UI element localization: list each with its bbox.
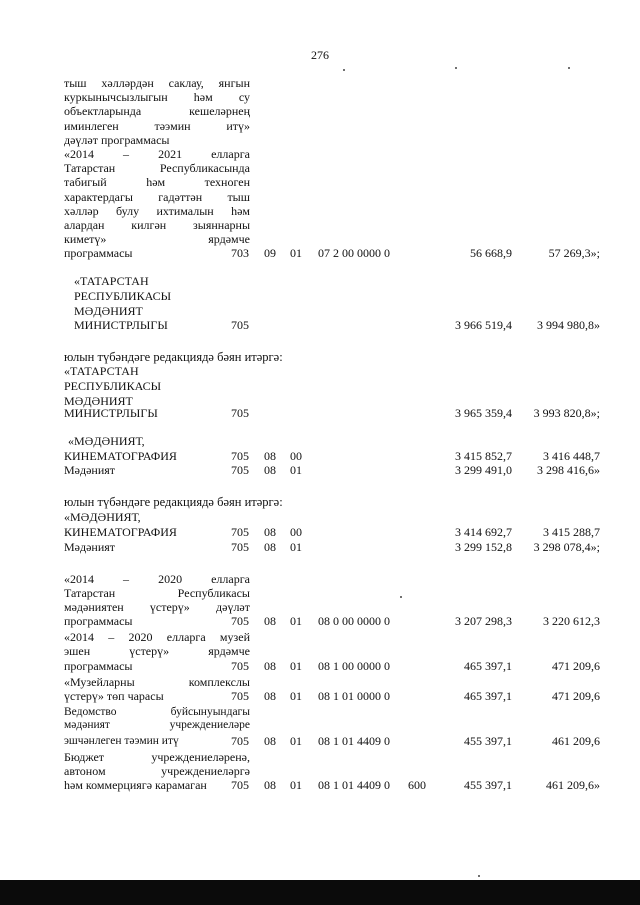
section-code: 08: [264, 778, 276, 792]
section-code: 08: [264, 463, 276, 477]
subsection-code: 00: [290, 525, 302, 539]
amount-year2: 57 269,3»;: [548, 246, 600, 260]
ved-code: 705: [231, 318, 249, 332]
expense-type-code: 600: [408, 778, 426, 792]
amount-year1: 3 299 491,0: [455, 463, 512, 477]
target-article-code: 08 1 01 0000 0: [318, 689, 390, 703]
instruction-text: юлын түбәндәге редакциядә бәян итәргә:: [64, 350, 283, 364]
page-number: 276: [311, 48, 329, 62]
instruction-text: юлын түбәндәге редакциядә бәян итәргә:: [64, 495, 283, 509]
amount-year1: 3 966 519,4: [455, 318, 512, 332]
amount-year2: 471 209,6: [552, 689, 600, 703]
scan-speck: [400, 596, 402, 598]
amount-year2: 3 415 288,7: [543, 525, 600, 539]
ministry-name-last-line: МИНИСТРЛЫГЫ: [74, 318, 168, 332]
program-description: Бюджет учреждениеләренә, автоном учреждениеләргә: [64, 750, 250, 779]
amount-year1: 455 397,1: [464, 734, 512, 748]
section-code: 08: [264, 614, 276, 628]
subsection-code: 01: [290, 689, 302, 703]
scan-speck: [478, 875, 480, 877]
program-description: «Музейларны комплекслы: [64, 675, 250, 689]
ministry-name: «ТАТАРСТАН РЕСПУБЛИКАСЫ МӘДӘНИЯТ: [64, 364, 162, 408]
scan-border: [0, 880, 640, 905]
row-label: программасы: [64, 659, 133, 673]
ved-code: 705: [231, 449, 249, 463]
subsection-code: 01: [290, 778, 302, 792]
ved-code: 703: [231, 246, 249, 260]
table-row: [0, 318, 640, 332]
ved-code: 705: [231, 406, 249, 420]
row-label: Мәдәният: [64, 540, 116, 554]
amount-year2: 3 298 078,4»;: [533, 540, 600, 554]
ved-code: 705: [231, 614, 249, 628]
row-label: КИНЕМАТОГРАФИЯ: [64, 525, 177, 539]
target-article-code: 08 1 01 4409 0: [318, 778, 390, 792]
amount-year1: 455 397,1: [464, 778, 512, 792]
row-label: программасы: [64, 614, 133, 628]
program-description: тыш хәлләрдән саклау, янгын куркынычсызлыгын һәм су объектларында кешеләрнең иминлеген тәэмин итү» дәүләт программасы «2014 – 2021 елларга Татарстан Республикасында табигый һәм техноген характердагы гадәттән тыш хәлләр булу ихтималын һәм алардан килгән зыяннарны киметү» ярдәмче программасы: [64, 76, 250, 261]
section-code: 08: [264, 659, 276, 673]
ved-code: 705: [231, 463, 249, 477]
subsection-code: 01: [290, 614, 302, 628]
amount-year2: 3 416 448,7: [543, 449, 600, 463]
amount-year1: 3 299 152,8: [455, 540, 512, 554]
table-row: [0, 734, 640, 748]
subsection-code: 01: [290, 734, 302, 748]
target-article-code: 08 0 00 0000 0: [318, 614, 390, 628]
section-code: 08: [264, 689, 276, 703]
table-row: [0, 449, 640, 463]
section-code: 09: [264, 246, 276, 260]
culture-heading: «МӘДӘНИЯТ,: [68, 434, 145, 448]
amount-year1: 465 397,1: [464, 689, 512, 703]
subsection-code: 01: [290, 659, 302, 673]
program-description: «2014 – 2020 елларга Татарстан Республикасы мәдәниятен үстерү» дәүләт: [64, 572, 250, 615]
culture-heading: «МӘДӘНИЯТ,: [64, 510, 141, 524]
ministry-name-last-line: МИНИСТРЛЫГЫ: [64, 406, 158, 420]
amount-year1: 56 668,9: [470, 246, 512, 260]
subsection-code: 00: [290, 449, 302, 463]
section-code: 08: [264, 540, 276, 554]
amount-year1: 3 207 298,3: [455, 614, 512, 628]
scan-speck: [343, 69, 345, 71]
row-label: Мәдәният: [64, 463, 116, 477]
table-row: [0, 659, 640, 673]
amount-year2: 3 220 612,3: [543, 614, 600, 628]
section-code: 08: [264, 525, 276, 539]
subsection-code: 01: [290, 540, 302, 554]
amount-year1: 3 415 852,7: [455, 449, 512, 463]
table-row: [0, 540, 640, 554]
ved-code: 705: [231, 689, 249, 703]
scan-speck: [568, 67, 570, 69]
amount-year2: 3 994 980,8»: [537, 318, 600, 332]
row-label: һәм коммерциягә карамаган: [64, 778, 207, 792]
program-description: Ведомство буйсынуындагы мәдәният учреждениеләре: [64, 706, 250, 731]
section-code: 08: [264, 449, 276, 463]
row-label: эшчәнлеген тәэмин итү: [64, 735, 179, 747]
row-label: КИНЕМАТОГРАФИЯ: [64, 449, 177, 463]
section-code: 08: [264, 734, 276, 748]
table-row: [0, 463, 640, 477]
row-label: үстерү» төп чарасы: [64, 689, 164, 703]
amount-year2: 461 209,6: [552, 734, 600, 748]
ved-code: 705: [231, 525, 249, 539]
target-article-code: 08 1 01 4409 0: [318, 734, 390, 748]
amount-year2: 3 993 820,8»;: [533, 406, 600, 420]
amount-year1: 3 965 359,4: [455, 406, 512, 420]
target-article-code: 08 1 00 0000 0: [318, 659, 390, 673]
ved-code: 705: [231, 659, 249, 673]
table-row: [0, 614, 640, 628]
ved-code: 705: [231, 778, 249, 792]
ved-code: 705: [231, 540, 249, 554]
amount-year2: 461 209,6»: [546, 778, 600, 792]
program-description: «2014 – 2020 елларга музей эшен үстерү» ярдәмче: [64, 630, 250, 659]
table-row: [0, 778, 640, 792]
target-article-code: 07 2 00 0000 0: [318, 246, 390, 260]
amount-year1: 3 414 692,7: [455, 525, 512, 539]
table-row: [0, 689, 640, 703]
subsection-code: 01: [290, 246, 302, 260]
table-row: [0, 525, 640, 539]
ministry-name: «ТАТАРСТАН РЕСПУБЛИКАСЫ МӘДӘНИЯТ: [74, 274, 172, 318]
ved-code: 705: [231, 734, 249, 748]
amount-year2: 471 209,6: [552, 659, 600, 673]
scan-speck: [455, 67, 457, 69]
amount-year2: 3 298 416,6»: [537, 463, 600, 477]
amount-year1: 465 397,1: [464, 659, 512, 673]
table-row: [0, 406, 640, 420]
table-row: [0, 246, 640, 260]
subsection-code: 01: [290, 463, 302, 477]
